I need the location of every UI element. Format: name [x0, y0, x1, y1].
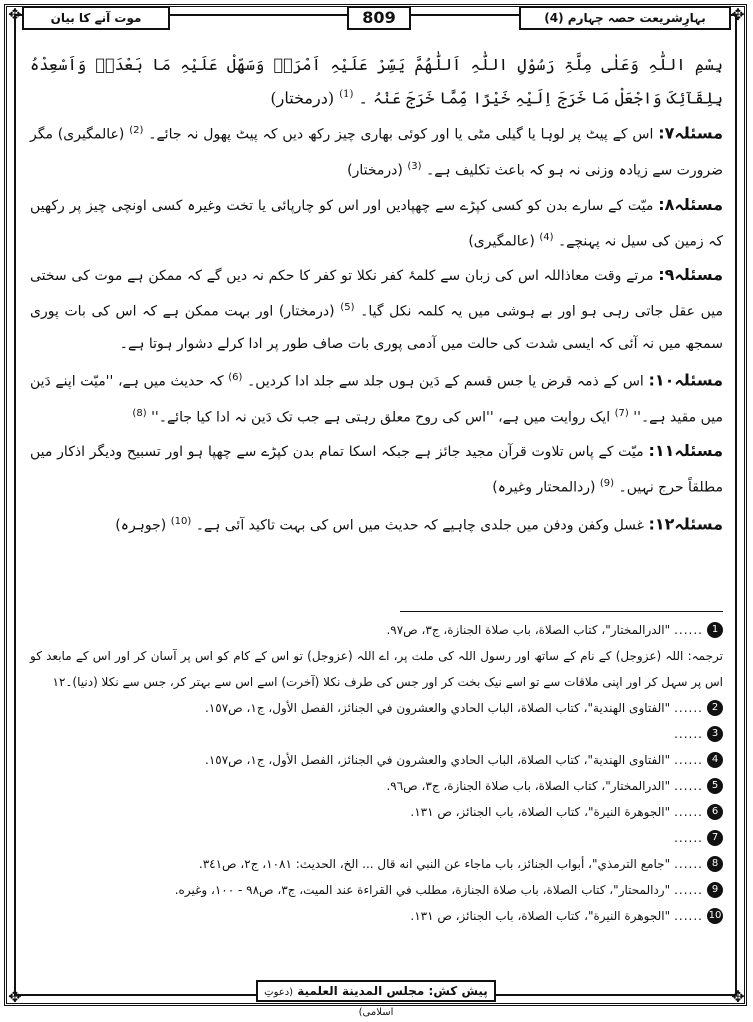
corner-ornament-icon: ✥	[8, 5, 22, 24]
corner-ornament-icon: ✥	[731, 5, 745, 24]
masala-source: (ردالمحتار وغیرہ)	[492, 479, 596, 496]
footnote-text: "الجوهرة النيرة"، كتاب الصلاة، باب الجنائز، ص ١٣١.	[410, 805, 671, 819]
masala-source: (جوہرہ)	[115, 517, 167, 534]
masala-7	[30, 115, 723, 186]
masala-text: اس کے پیٹ پر لوہا یا گیلی مٹی یا اور کوئی بھاری چیز رکھ دیں کہ پیٹ پھول نہ جائے۔	[148, 126, 654, 143]
masala-label: مسئلہ۹:	[658, 265, 724, 285]
footer-publisher: مجلس المدينة العلمية	[297, 984, 425, 998]
footnote-number: 4	[707, 752, 723, 768]
footnote-text: "الدرالمختار"، كتاب الصلاة، باب صلاة الجنازة، ج٣، ص٩٧.	[386, 623, 671, 637]
dua-source: (درمختار)	[270, 88, 335, 108]
footnote-item: 2 ...... "الفتاوى الهندية"، كتاب الصلاة، الباب الحادي والعشرون في الجنائز، الفصل الأول، ج١، ص١٥٧.	[30, 695, 723, 721]
footnote-item: 1 ...... "الدرالمختار"، كتاب الصلاة، باب صلاة الجنازة، ج٣، ص٩٧.	[30, 617, 723, 643]
footnotes	[30, 617, 723, 929]
masala-text: ایک روایت میں ہے، ''اس کی روح معلق رہتی ہے جب تک دَین نہ ادا کیا جائے۔''	[151, 409, 611, 426]
masala-text: میّت کے پاس تلاوت قرآن مجید جائز ہے جبکہ اسکا تمام بدن کپڑے سے چھپا ہو اور تسبیح وديگر اذکار میں مطلقاً حرج نہیں۔	[30, 444, 723, 496]
masala-source: (درمختار)	[347, 162, 403, 179]
footer-sub: (دعوتِ اسلامی)	[264, 987, 394, 1018]
book-title: بہارِشریعت حصہ چہارم (4)	[519, 6, 731, 30]
footer-prefix: پیش کش:	[428, 984, 488, 998]
footnote-text: "ردالمحتار"، كتاب الصلاة، باب صلاة الجنازة، مطلب في القراءة عند الميت، ج٣، ص٩٨ - ١٠٠، وغيره.	[174, 883, 671, 897]
footnote-item: 6 ...... "الجوهرة النيرة"، كتاب الصلاة، باب الجنائز، ص ١٣١.	[30, 799, 723, 825]
footnote-ref: (4)	[539, 231, 554, 243]
footnote-ref: (2)	[129, 125, 144, 137]
footnote-ref: (7)	[614, 407, 629, 419]
footnote-item: 4 ...... "الفتاوى الهندية"، كتاب الصلاة، الباب الحادي والعشرون في الجنائز، الفصل الأول، ج١، ص١٥٧.	[30, 747, 723, 773]
footnote-text: "الفتاوى الهندية"، كتاب الصلاة، الباب الحادي والعشرون في الجنائز، الفصل الأول، ج١، ص١٥٧.	[205, 701, 671, 715]
page-number: 809	[347, 6, 411, 30]
main-content	[30, 50, 723, 542]
footnote-number: 3	[707, 726, 723, 742]
masala-label: مسئلہ۱۲:	[648, 514, 723, 534]
footnote-item: 10 ...... "الجوهرة النيرة"، كتاب الصلاة، باب الجنائز، ص ١٣١.	[30, 903, 723, 929]
footnote-item: 9 ...... "ردالمحتار"، كتاب الصلاة، باب صلاة الجنازة، مطلب في القراءة عند الميت، ج٣، ص٩٨ - ١٠٠، وغيره.	[30, 877, 723, 903]
footnote-item: 3 ......	[30, 721, 723, 747]
dua-text	[30, 50, 723, 113]
footnote-number: 5	[707, 778, 723, 794]
masala-label: مسئلہ۱۱:	[648, 441, 724, 461]
footnote-number: 1	[707, 622, 723, 638]
masala-source: (عالمگیری)	[468, 233, 535, 250]
footnote-number: 8	[707, 856, 723, 872]
footnote-item: 8 ...... "جامع الترمذي"، أبواب الجنائز، باب ماجاء عن النبي انه قال ... الخ، الحديث: ١٠٨١، ج٢، ص٣٤١.	[30, 851, 723, 877]
page-footer	[256, 980, 496, 1018]
translation-note: ترجمہ: اللہ (عزوجل) کے نام کے ساتھ اور رسول اللہ کی ملت پر، اے اللہ (عزوجل) تو اس کے کام کو اس پر آسان کر اور اس کے مابعد کو اس پر سہل کر اور اپنی ملاقات سے تو اسے نیک بخت کر اور جس کی طرف نکلا (آخرت) اسے اس سے بہتر کر، جس سے نکلا (دنیا)۔۱۲	[30, 649, 723, 689]
masala-text: میّت کے سارے بدن کو کسی کپڑے سے چھپادیں اور اس کو چارپائی یا تخت وغیرہ کسی اونچی چیز پر رکھیں کہ زمین کی سیل نہ پہنچے۔	[30, 197, 723, 250]
footnote-ref: (5)	[340, 302, 355, 314]
footnote-text: "الدرالمختار"، كتاب الصلاة، باب صلاة الجنازة، ج٣، ص٩٦.	[386, 779, 671, 793]
masala-text: اس کے ذمہ قرض یا جس قسم کے دَین ہوں جلد سے جلد ادا کردیں۔	[247, 373, 644, 390]
masala-12	[30, 506, 723, 542]
footnote-ref: (3)	[407, 160, 422, 172]
masala-11	[30, 435, 723, 504]
footnote-ref: (9)	[599, 478, 615, 490]
masala-label: مسئلہ۷:	[658, 123, 724, 143]
masala-label: مسئلہ۱۰:	[648, 370, 723, 390]
footnote-number: 7	[707, 830, 723, 846]
masala-text: (درمختار) اور بہت ممکن ہے کہ اس کی بات پوری سمجھ میں نہ آئی کہ ایسی شدت کی حالت میں آدمی پوری بات صاف طور پر ادا کرلے دشوار ہوتا ہے۔	[30, 303, 723, 352]
masala-10	[30, 362, 723, 433]
footnote-item: 5 ...... "الدرالمختار"، كتاب الصلاة، باب صلاة الجنازة، ج٣، ص٩٦.	[30, 773, 723, 799]
masala-text: مرتے وقت معاذاللہ اس کی زبان سے کلمۂ کفر نکلا تو کفر کا حکم نہ دیں گے کہ ممکن ہے موت کی سختی میں عقل جاتی رہی ہو اور بے ہوشی میں یہ کلمہ نکل گیا۔	[30, 268, 723, 320]
footnote-ref: (6)	[228, 371, 243, 383]
footnote-text: "الجوهرة النيرة"، كتاب الصلاة، باب الجنائز، ص ١٣١.	[410, 909, 671, 923]
chapter-title: موت آنے کا بیان	[22, 6, 170, 30]
dua-body: بِسْمِ اللّٰہِ وَعَلٰی مِلَّۃِ رَسُوْلِ اللّٰہِ اَللّٰھُمَّ یَسِّرْ عَلَیْہِ اَمْرَہٗ وَسَھِّلْ عَلَیْہِ مَا بَعْدَہٗ وَاَسْعِدْہُ بِلِقَآئِکَ وَاجْعَلْ مَا خَرَجَ اِلَیْہِ خَیْرًا مِّمَّا خَرَجَ عَنْہُ ۔	[30, 55, 723, 108]
footnote-divider	[400, 611, 723, 612]
masala-text: غسل وکفن ودفن میں جلدی چاہیے کہ حدیث میں اس کی بہت تاکید آئی ہے۔	[195, 517, 644, 534]
footnote-item: 7 ......	[30, 825, 723, 851]
footnote-number: 10	[707, 908, 723, 924]
footnote-number: 6	[707, 804, 723, 820]
corner-ornament-icon: ✥	[8, 987, 22, 1006]
footnote-text: "جامع الترمذي"، أبواب الجنائز، باب ماجاء عن النبي انه قال ... الخ، الحديث: ١٠٨١، ج٢، ص٣٤١.	[198, 857, 671, 871]
page-header	[22, 4, 731, 34]
footnote-text: "الفتاوى الهندية"، كتاب الصلاة، الباب الحادي والعشرون في الجنائز، الفصل الأول، ج١، ص١٥٧.	[205, 753, 671, 767]
footnote-number: 2	[707, 700, 723, 716]
masala-text: کہ حدیث میں ہے، ''میّت اپنے دَین میں مقید ہے۔''	[30, 373, 723, 426]
masala-label: مسئلہ۸:	[658, 194, 723, 214]
corner-ornament-icon: ✥	[731, 987, 745, 1006]
masala-text: (عالمگیری) مگر ضرورت سے زیادہ وزنی نہ ہو کہ باعث تکلیف ہے۔	[30, 126, 723, 179]
footnote-ref: (10)	[170, 515, 192, 527]
masala-8	[30, 189, 723, 258]
masala-9	[30, 259, 723, 360]
footnote-ref: (8)	[132, 407, 147, 419]
footnote-ref: (1)	[339, 89, 354, 100]
footnote-number: 9	[707, 882, 723, 898]
